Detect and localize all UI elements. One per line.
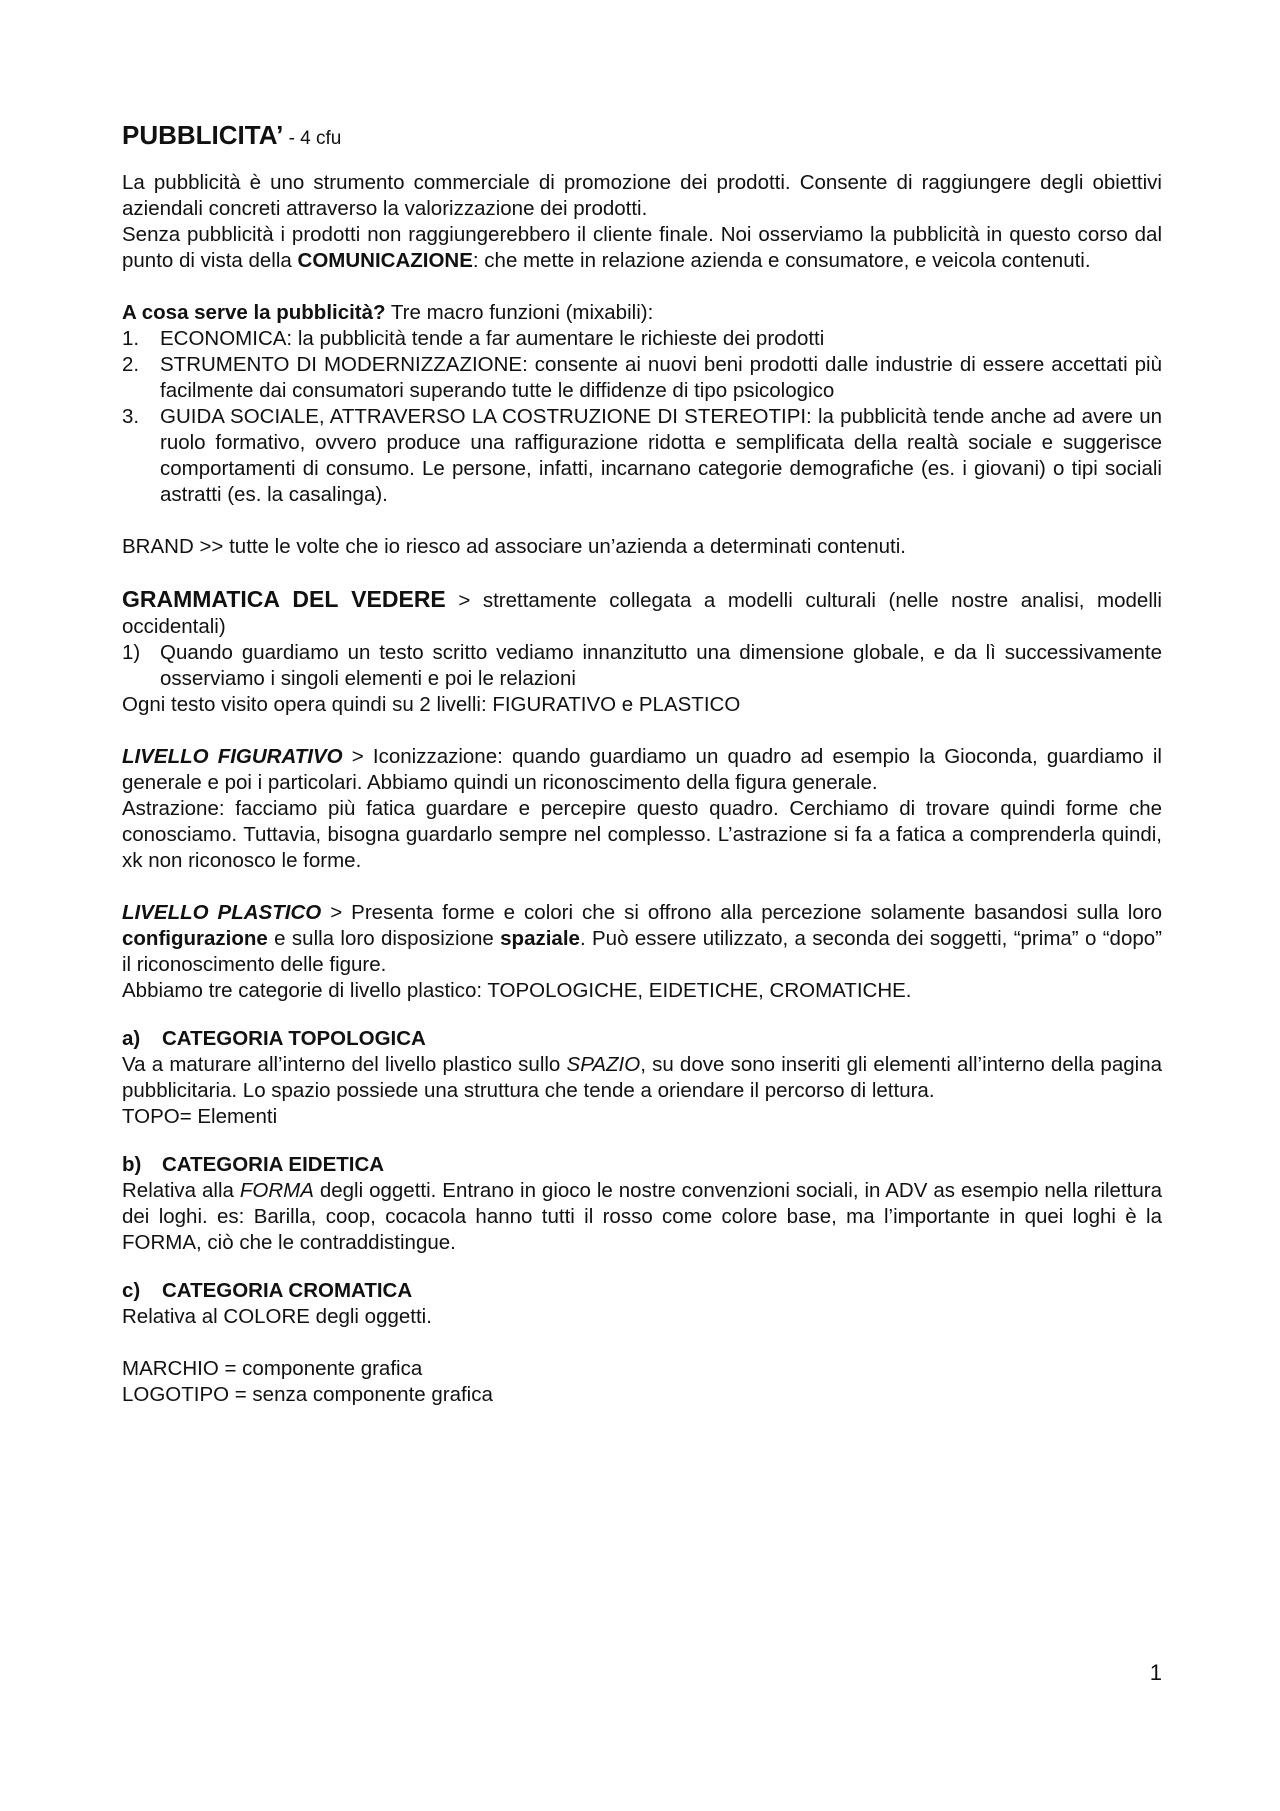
cromatica-paragraph: Relativa al COLORE degli oggetti. [122, 1305, 432, 1328]
marchio-line: MARCHIO = componente grafica [122, 1357, 423, 1380]
document-content [122, 118, 1162, 1408]
grammatica-after: Ogni testo visito opera quindi su 2 livelli: FIGURATIVO e PLASTICO [122, 693, 741, 716]
topologica-paragraph-1: Va a maturare all’interno del livello plastico sullo SPAZIO, su dove sono inseriti gli elementi all’interno della pagina pubblicitaria. Lo spazio possiede una struttura che tende a oriendare il percorso di lettura. [122, 1053, 1162, 1102]
topologica-heading: a) CATEGORIA TOPOLOGICA [122, 1027, 426, 1050]
grammatica-heading: GRAMMATICA DEL VEDERE > strettamente collegata a modelli culturali (nelle nostre analisi, modelli occidentali) [122, 586, 1162, 638]
eidetica-heading: b) CATEGORIA EIDETICA [122, 1153, 385, 1176]
page-title: PUBBLICITA’ - 4 cfu [122, 120, 342, 150]
plastico-paragraph-1: LIVELLO PLASTICO > Presenta forme e colori che si offrono alla percezione solamente basandosi sulla loro configurazione e sulla loro disposizione spaziale. Può essere utilizzato, a seconda dei soggetti, “prima” o “dopo” il riconoscimento delle figure. [122, 901, 1162, 976]
intro-paragraph-2: Senza pubblicità i prodotti non raggiungerebbero il cliente finale. Noi osserviamo la pubblicità in questo corso dal punto di vista della COMUNICAZIONE: che mette in relazione azienda e consumatore, e veicola contenuti. [122, 223, 1162, 272]
topologica-paragraph-2: TOPO= Elementi [122, 1105, 278, 1128]
brand-paragraph: BRAND >> tutte le volte che io riesco ad associare un’azienda a determinati contenuti. [122, 535, 906, 558]
logotipo-line: LOGOTIPO = senza componente grafica [122, 1383, 493, 1406]
cromatica-heading: c) CATEGORIA CROMATICA [122, 1279, 413, 1302]
functions-list [122, 326, 1162, 508]
title-subtitle: - 4 cfu [283, 128, 342, 149]
list-item: 3. GUIDA SOCIALE, ATTRAVERSO LA COSTRUZIONE DI STEREOTIPI: la pubblicità tende anche ad avere un ruolo formativo, ovvero produce una raffigurazione ridotta e semplificata della realtà sociale e suggerisce comportamenti di consumo. Le persone, infatti, incarnano categorie demografiche (es. i giovani) o tipi sociali astratti (es. la casalinga). [122, 405, 1162, 506]
page-number: 1 [1149, 1660, 1162, 1685]
list-item: 2. STRUMENTO DI MODERNIZZAZIONE: consente ai nuovi beni prodotti dalle industrie di essere accettati più facilmente dai consumatori superando tutte le diffidenze di tipo psicologico [122, 353, 1162, 402]
eidetica-paragraph: Relativa alla FORMA degli oggetti. Entrano in gioco le nostre convenzioni sociali, in ADV as esempio nella rilettura dei loghi. es: Barilla, coop, cocacola hanno tutti il rosso come colore base, ma l’importante in quei loghi è la FORMA, ciò che le contraddistingue. [122, 1179, 1162, 1254]
figurativo-paragraph-1: LIVELLO FIGURATIVO > Iconizzazione: quando guardiamo un quadro ad esempio la Gioconda, guardiamo il generale e poi i particolari. Abbiamo quindi un riconoscimento della figura generale. [122, 745, 1162, 794]
intro-paragraph-1: La pubblicità è uno strumento commerciale di promozione dei prodotti. Consente di raggiungere degli obiettivi aziendali concreti attraverso la valorizzazione dei prodotti. [122, 171, 1162, 220]
grammatica-list [122, 640, 1162, 692]
plastico-paragraph-2: Abbiamo tre categorie di livello plastico: TOPOLOGICHE, EIDETICHE, CROMATICHE. [122, 979, 912, 1002]
list-item: 1) Quando guardiamo un testo scritto vediamo innanzitutto una dimensione globale, e da lì successivamente osserviamo i singoli elementi e poi le relazioni [122, 641, 1162, 690]
list-item: 1. ECONOMICA: la pubblicità tende a far aumentare le richieste dei prodotti [122, 327, 825, 350]
figurativo-paragraph-2: Astrazione: facciamo più fatica guardare e percepire questo quadro. Cerchiamo di trovare quindi forme che conosciamo. Tuttavia, bisogna guardarlo sempre nel complesso. L’astrazione si fa a fatica a comprenderla quindi, xk non riconosco le forme. [122, 797, 1162, 872]
functions-question: A cosa serve la pubblicità? Tre macro funzioni (mixabili): [122, 301, 654, 324]
